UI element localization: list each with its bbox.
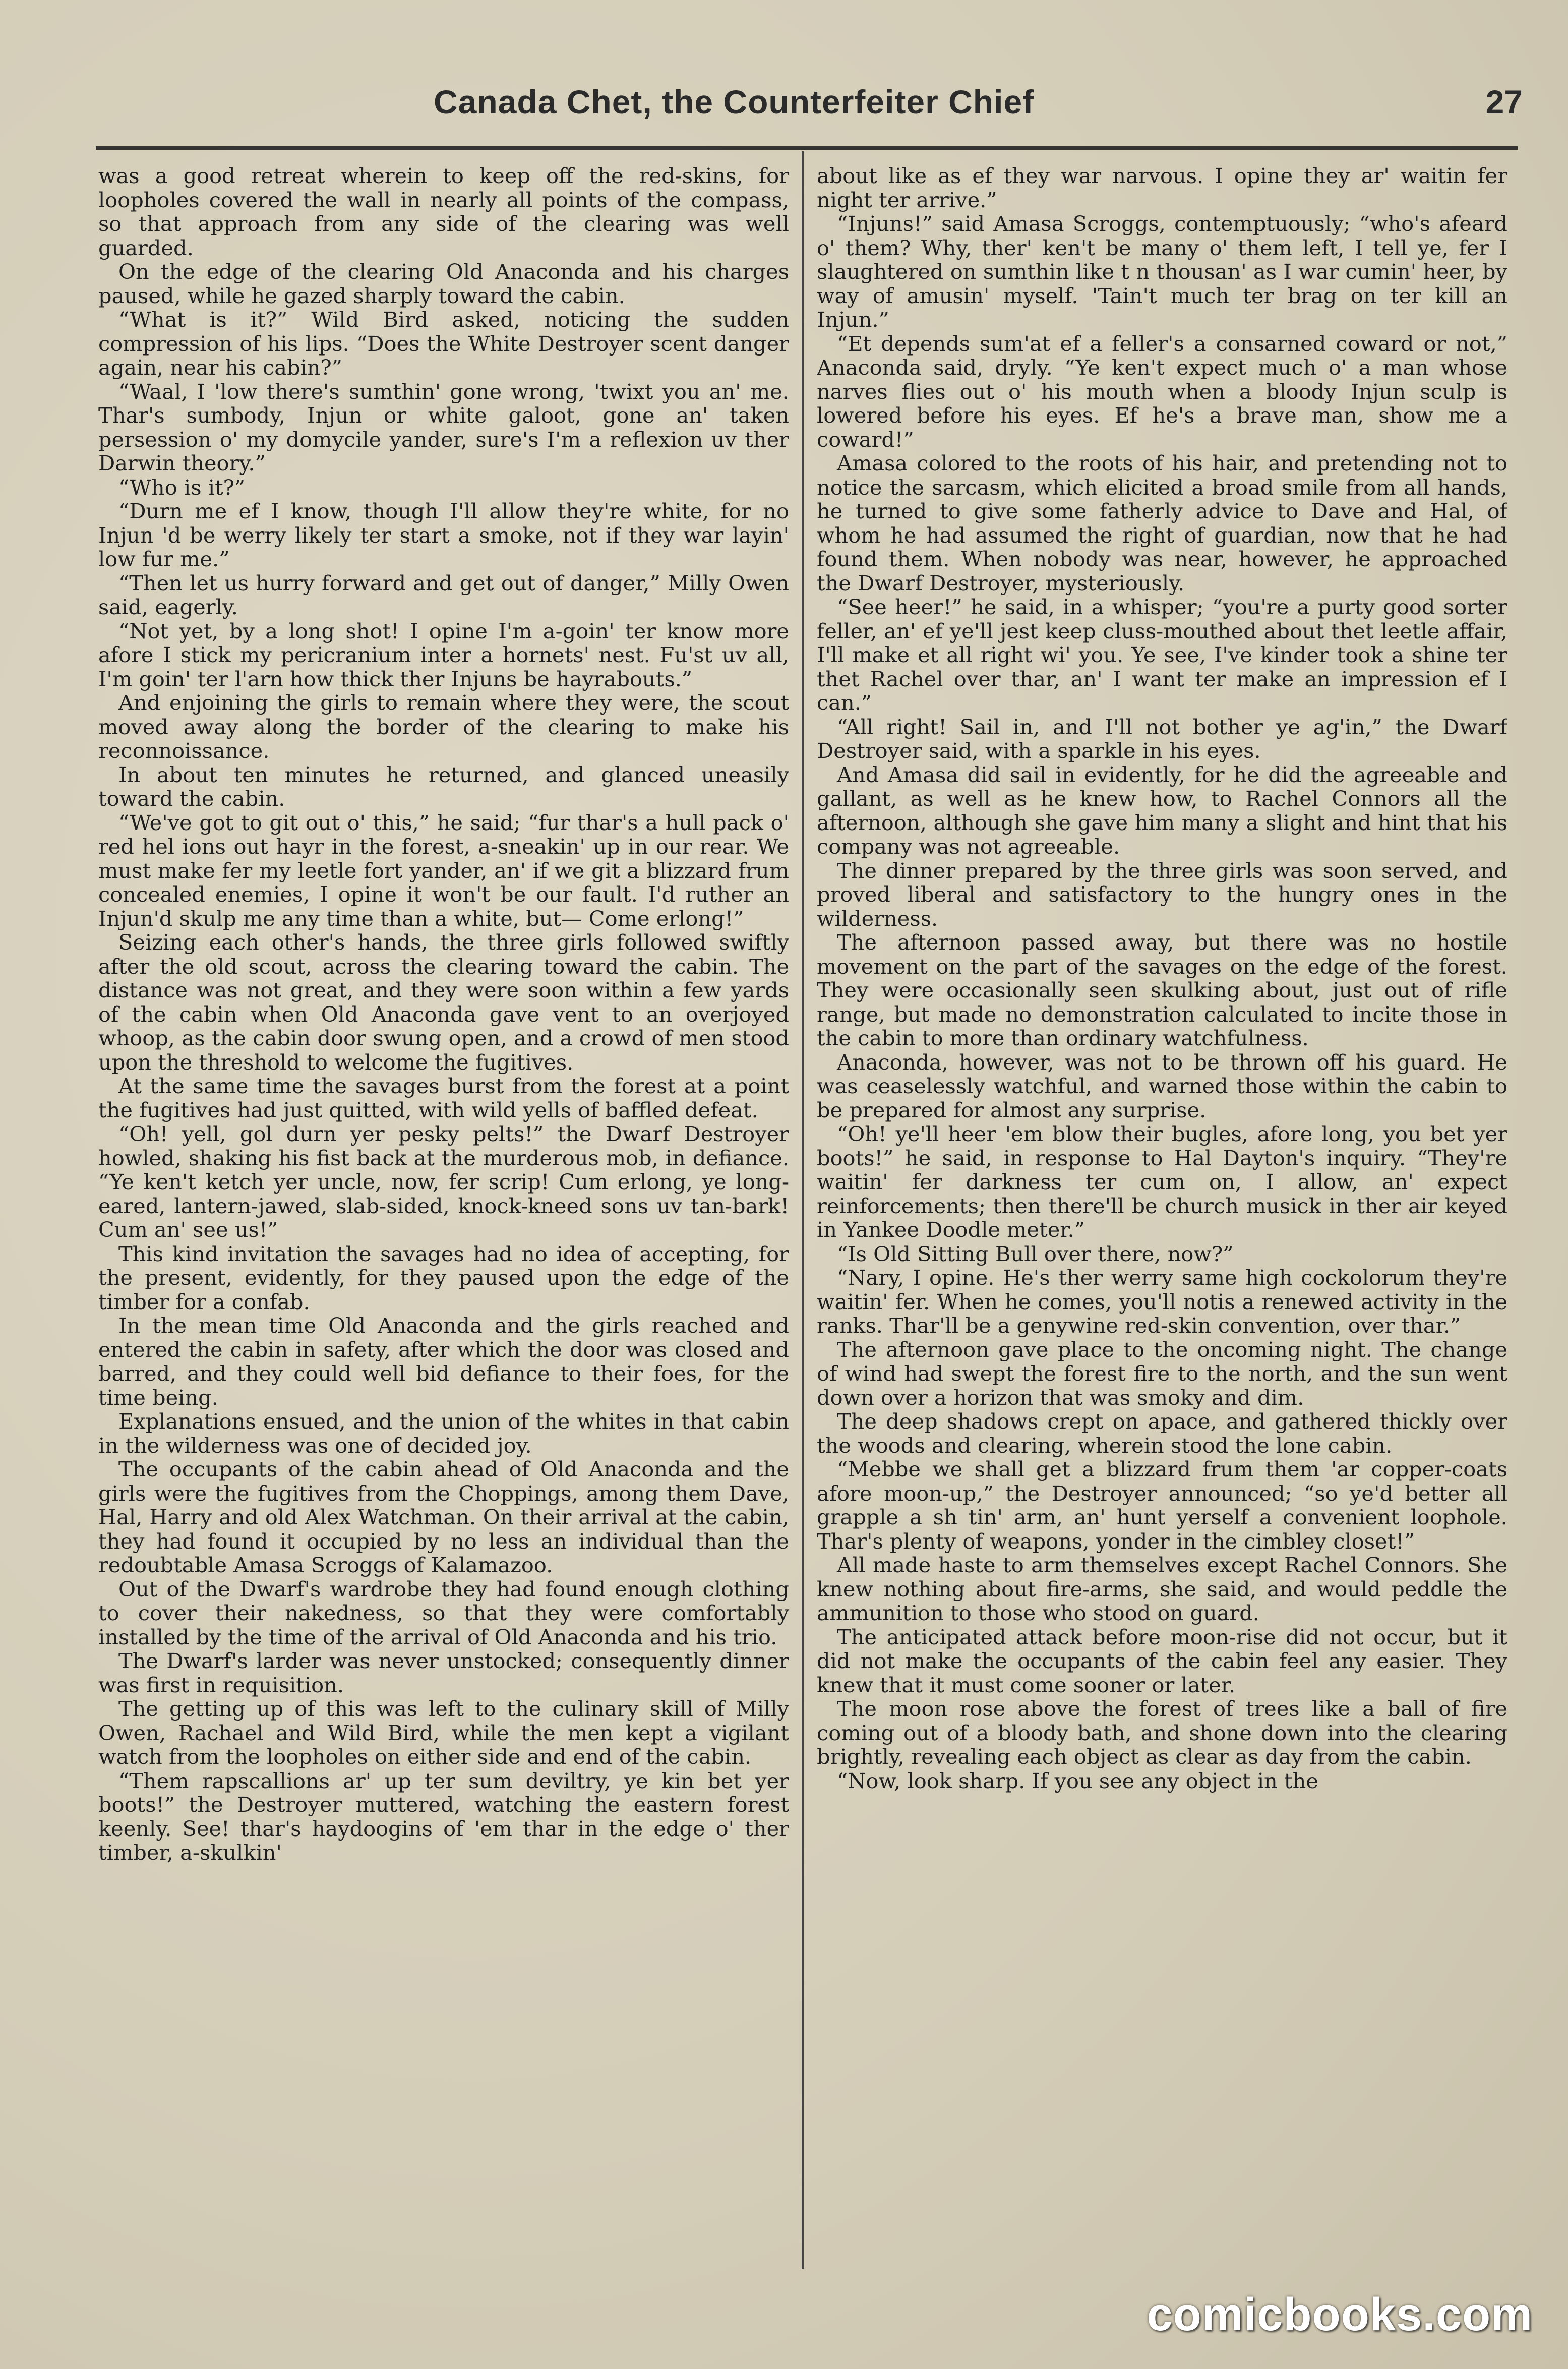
paragraph: “Not yet, by a long shot! I opine I'm a-goin' ter know more afore I stick my pericranium inter a hornets' nest. Fu'st uv all, I'm goin' ter l'arn how thick ther Injuns be hayrabouts.” — [98, 618, 789, 691]
paragraph: was a good retreat wherein to keep off the red-skins, for loopholes covered the wall in nearly all points of the compass, so that approach from any side of the clearing was well guarded. — [98, 164, 789, 260]
paragraph: “All right! Sail in, and I'll not bother ye ag'in,” the Dwarf Destroyer said, with a sparkle in his eyes. — [817, 714, 1507, 763]
page-header — [91, 76, 1538, 131]
paragraph: “What is it?” Wild Bird asked, noticing the sudden compression of his lips. “Does the White Destroyer scent danger again, near his cabin?” — [98, 307, 789, 380]
paragraph: And Amasa did sail in evidently, for he did the agreeable and gallant, as well as he knew how, to Rachel Connors all the afternoon, although she gave him many a slight and hint that his company was not agreeable. — [817, 762, 1507, 859]
paragraph: On the edge of the clearing Old Anaconda and his charges paused, while he gazed sharply toward the cabin. — [98, 259, 789, 308]
paragraph: In the mean time Old Anaconda and the girls reached and entered the cabin in safety, after which the door was closed and barred, and they could well bid defiance to their foes, for the time being. — [98, 1313, 789, 1410]
paragraph: This kind invitation the savages had no idea of accepting, for the present, evidently, for they paused upon the edge of the timber for a confab. — [98, 1241, 789, 1314]
paragraph: “See heer!” he said, in a whisper; “you're a purty good sorter feller, an' ef ye'll jest keep cluss-mouthed about thet leetle affair, I'll make et all right wi' you. Ye see, I've kinder took a shine ter thet Rachel over thar, an' I want ter make an impression ef I can.” — [817, 595, 1507, 715]
paragraph: The anticipated attack before moon-rise did not occur, but it did not make the occupants of the cabin feel any easier. They knew that it must come sooner or later. — [817, 1624, 1507, 1697]
paragraph: “We've got to git out o' this,” he said; “fur thar's a hull pack o' red hel ions out hayr in the forest, a-sneakin' up in our rear. We must make fer my leetle fort yander, an' if we git a blizzard frum concealed enemies, I opine it won't be our fault. I'd ruther an Injun'd skulp me any time than a white, but— Come erlong!” — [98, 810, 789, 931]
paragraph: The deep shadows crept on apace, and gathered thickly over the woods and clearing, wherein stood the lone cabin. — [817, 1409, 1507, 1458]
paragraph: Seizing each other's hands, the three girls followed swiftly after the old scout, across the clearing toward the cabin. The distance was not great, and they were soon within a few yards of the cabin when Old Anaconda gave vent to an overjoyed whoop, as the cabin door swung open, and a crowd of men stood upon the threshold to welcome the fugitives. — [98, 930, 789, 1075]
paragraph: The afternoon passed away, but there was no hostile movement on the part of the savages on the edge of the forest. They were occasionally seen skulking about, just out of rifle range, but made no demonstration calculated to incite those in the cabin to more than ordinary watchfulness. — [817, 930, 1507, 1050]
right-column — [817, 164, 1507, 2272]
paragraph: The dinner prepared by the three girls was soon served, and proved liberal and satisfactory to the hungry ones in the wilderness. — [817, 858, 1507, 931]
paragraph: “Is Old Sitting Bull over there, now?” — [837, 1241, 1234, 1266]
page-number: 27 — [1485, 83, 1523, 121]
paragraph: “Injuns!” said Amasa Scroggs, contemptuously; “who's afeard o' them? Why, ther' ken't be many o' them left, I tell ye, fer I slaughtered on sumthin like t n thousan' as I war cumin' heer, by way of amusin' myself. 'Tain't much ter brag on ter kill an Injun.” — [817, 211, 1507, 332]
paragraph: “Nary, I opine. He's ther werry same high cockolorum they're waitin' fer. When he comes, you'll notis a renewed activity in the ranks. Thar'll be a genywine red-skin convention, over thar.” — [817, 1265, 1507, 1338]
column-divider — [802, 151, 804, 2269]
paragraph: The afternoon gave place to the oncoming night. The change of wind had swept the forest fire to the north, and the sun went down over a horizon that was smoky and dim. — [817, 1337, 1507, 1410]
paragraph: “Waal, I 'low there's sumthin' gone wrong, 'twixt you an' me. Thar's sumbody, Injun or white galoot, gone an' taken persession o' my domycile yander, sure's I'm a reflexion uv ther Darwin theory.” — [98, 379, 789, 476]
paragraph: Amasa colored to the roots of his hair, and pretending not to notice the sarcasm, which elicited a broad smile from all hands, he turned to give some fatherly advice to Dave and Hal, of whom he had assumed the right of guardian, now that he had found them. When nobody was near, however, he approached the Dwarf Destroyer, mysteriously. — [817, 451, 1507, 596]
paragraph: At the same time the savages burst from the forest at a point the fugitives had just quitted, with wild yells of baffled defeat. — [98, 1074, 789, 1122]
paragraph: “Durn me ef I know, though I'll allow they're white, for no Injun 'd be werry likely ter start a smoke, not if they war layin' low fur me.” — [98, 499, 789, 571]
paragraph: Anaconda, however, was not to be thrown off his guard. He was ceaselessly watchful, and warned those within the cabin to be prepared for almost any surprise. — [817, 1049, 1507, 1122]
page-title: Canada Chet, the Counterfeiter Chief — [434, 83, 1035, 121]
watermark: comicbooks.com — [1147, 2289, 1533, 2340]
paragraph: “Oh! yell, gol durn yer pesky pelts!” the Dwarf Destroyer howled, shaking his fist back at the murderous mob, in defiance. “Ye ken't ketch yer uncle, now, fer scrip! Cum erlong, ye long-eared, lantern-jawed, slab-sided, knock-kneed sons uv tan-bark! Cum an' see us!” — [98, 1121, 789, 1242]
paragraph: Explanations ensued, and the union of the whites in that cabin in the wilderness was one of decided joy. — [98, 1409, 789, 1458]
paragraph: “Them rapscallions ar' up ter sum deviltry, ye kin bet yer boots!” the Destroyer muttered, watching the eastern forest keenly. See! thar's haydoogins of 'em thar in the edge o' ther timber, a-skulkin' — [98, 1768, 789, 1865]
paragraph: “Now, look sharp. If you see any object in the — [837, 1768, 1318, 1793]
paragraph: “Oh! ye'll heer 'em blow their bugles, afore long, you bet yer boots!” he said, in response to Hal Dayton's inquiry. “They're waitin' fer darkness ter cum on, I allow, an' expect reinforcements; then there'll be church musick in ther air keyed in Yankee Doodle meter.” — [817, 1121, 1507, 1242]
paragraph: All made haste to arm themselves except Rachel Connors. She knew nothing about fire-arms, she said, and would peddle the ammunition to those who stood on guard. — [817, 1553, 1507, 1625]
paragraph: “Et depends sum'at ef a feller's a consarned coward or not,” Anaconda said, dryly. “Ye ken't expect much o' a man whose narves flies out o' his mouth when a bloody Injun sculp is lowered before his eyes. Ef he's a brave man, show me a coward!” — [817, 331, 1507, 452]
paragraph: “Who is it?” — [118, 475, 246, 500]
paragraph: about like as ef they war narvous. I opine they ar' waitin fer night ter arrive.” — [817, 164, 1507, 212]
paragraph: In about ten minutes he returned, and glanced uneasily toward the cabin. — [98, 762, 789, 811]
paragraph: The getting up of this was left to the culinary skill of Milly Owen, Rachael and Wild Bird, while the men kept a vigilant watch from the loopholes on either side and end of the cabin. — [98, 1696, 789, 1769]
paragraph: “Mebbe we shall get a blizzard frum them 'ar copper-coats afore moon-up,” the Destroyer announced; “so ye'd better all grapple a sh tin' arm, an' hunt yerself a convenient loophole. Thar's plenty of weapons, yonder in the cimbley closet!” — [817, 1457, 1507, 1554]
paragraph: The moon rose above the forest of trees like a ball of fire coming out of a bloody bath, and shone down into the clearing brightly, revealing each object as clear as day from the cabin. — [817, 1696, 1507, 1769]
left-column — [98, 164, 789, 2272]
paragraph: The occupants of the cabin ahead of Old Anaconda and the girls were the fugitives from the Choppings, among them Dave, Hal, Harry and old Alex Watchman. On their arrival at the cabin, they had found it occupied by no less an individual than the redoubtable Amasa Scroggs of Kalamazoo. — [98, 1457, 789, 1577]
header-rule — [96, 146, 1518, 150]
paragraph: “Then let us hurry forward and get out of danger,” Milly Owen said, eagerly. — [98, 570, 789, 619]
paragraph: Out of the Dwarf's wardrobe they had found enough clothing to cover their nakedness, so that they were comfortably installed by the time of the arrival of Old Anaconda and his trio. — [98, 1576, 789, 1649]
paragraph: The Dwarf's larder was never unstocked; consequently dinner was first in requisition. — [98, 1648, 789, 1697]
paragraph: And enjoining the girls to remain where they were, the scout moved away along the border of the clearing to make his reconnoissance. — [98, 690, 789, 763]
